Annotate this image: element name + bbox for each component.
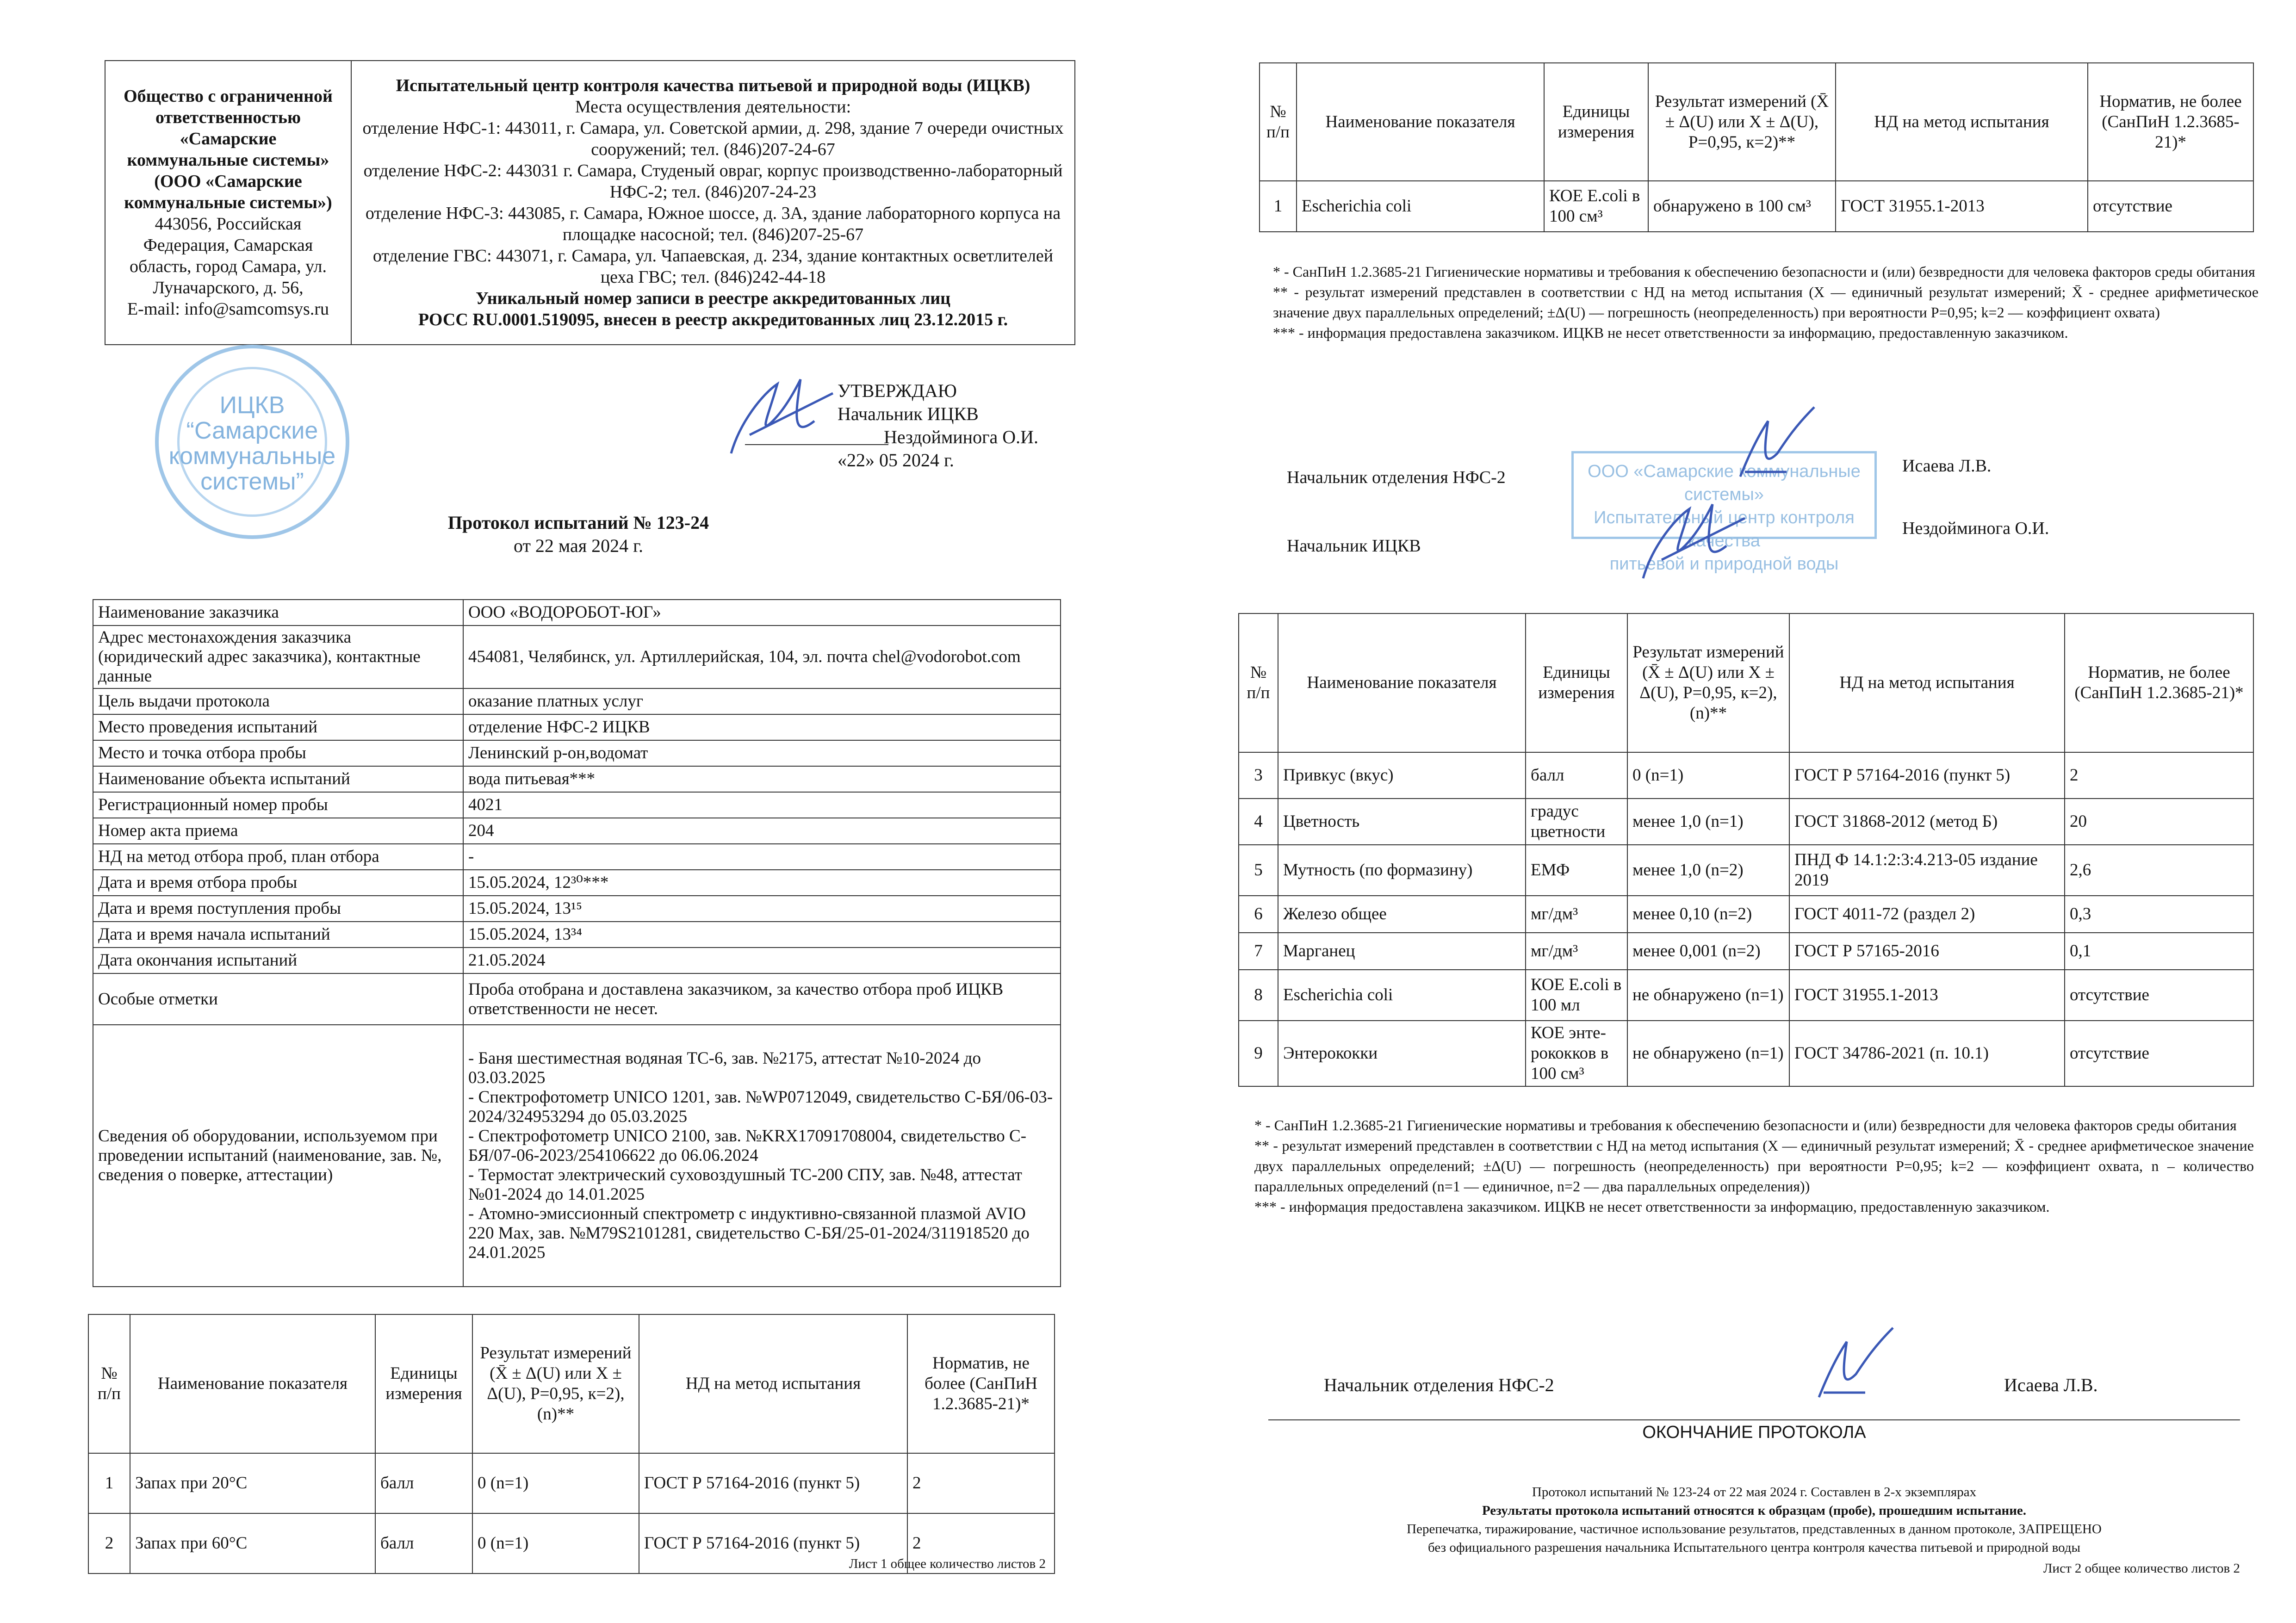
notes-block-b: * - СанПиН 1.2.3685-21 Гигиенические нормативы и требования к обеспечению безопасности и (или) безвредности для человека факторов среды обитания ** - результат измерений представлен в соответствии с НД на метод испытания (X — единичный результат измерений; X̄ - среднее арифметическое значение двух параллельных определений; ±Δ(U) — погрешность (неопределенность) при вероятности P=0,95; k=2 — коэффициент охвата, n – количество параллельных определений (n=1 — единичное, n=2 — два параллельных определения)) *** - информация предоставлена заказчиком. ИЦКВ не несет ответственности за информацию, предоставленную заказчиком.: [1254, 1117, 2254, 1215]
col-method: НД на метод испытания: [1789, 613, 2065, 752]
org-address: 443056, Российская Федерация, Самарская область, город Самара, ул. Луначарского, д. 56, E-mail: info@samcomsys.ru: [127, 214, 329, 319]
table-cell: отсутствие: [2088, 181, 2253, 232]
branch-3: отделение НФС-3: 443085, г. Самара, Южное шоссе, д. 3А, здание лабораторного корпуса на площадке насосной; тел. (846)207-25-67: [365, 204, 1061, 244]
signature-isaeva-2: [1810, 1323, 1902, 1402]
info-label: Место проведения испытаний: [93, 714, 463, 740]
table-cell: Escherichia coli: [1278, 970, 1526, 1021]
table-cell: КОЕ энте-рококков в 100 см³: [1526, 1021, 1627, 1086]
header-table: [105, 60, 1075, 345]
branch-1: отделение НФС-1: 443011, г. Самара, ул. Советской армии, д. 298, здание 7 очереди очистных сооружений; тел. (846)207-24-67: [362, 118, 1064, 159]
info-row: [93, 948, 1061, 973]
info-value: ООО «ВОДОРОБОТ-ЮГ»: [463, 600, 1061, 626]
sheet-number-2: Лист 2 общее количество листов 2: [2043, 1561, 2240, 1576]
signature-isaeva-1: [1731, 403, 1824, 481]
info-label: Дата и время отбора пробы: [93, 870, 463, 896]
sheet-number-1: Лист 1 общее количество листов 2: [849, 1556, 1046, 1571]
info-label: Регистрационный номер пробы: [93, 792, 463, 818]
sign1-name: Исаева Л.В.: [1902, 456, 1992, 476]
info-row: [93, 973, 1061, 1025]
approval-date: «22» 05 2024 г.: [838, 450, 954, 471]
info-value: 15.05.2024, 13³⁴: [463, 922, 1061, 948]
info-value: 15.05.2024, 13¹⁵: [463, 896, 1061, 922]
col-num: № п/п: [1260, 63, 1297, 181]
table-cell: 1: [88, 1453, 130, 1513]
table-cell: ГОСТ 31955.1-2013: [1836, 181, 2088, 232]
info-value: вода питьевая***: [463, 766, 1061, 792]
table-cell: балл: [375, 1453, 472, 1513]
table-cell: менее 0,001 (n=2): [1627, 933, 1789, 970]
table-cell: обнаружено в 100 см³: [1648, 181, 1836, 232]
info-label: НД на метод отбора проб, план отбора: [93, 844, 463, 870]
protocol-title: Протокол испытаний № 123-24: [447, 512, 709, 533]
table-cell: ГОСТ Р 57164-2016 (пункт 5): [639, 1513, 907, 1573]
table-cell: 8: [1239, 970, 1278, 1021]
table-cell: 2: [88, 1513, 130, 1573]
table-cell: 0,1: [2065, 933, 2253, 970]
equipment-list: - Баня шестиместная водяная ТС-6, зав. №2175, аттестат №10-2024 до 03.03.2025 - Спектрофотометр UNICO 1201, зав. №WP0712049, свидетельство С-БЯ/06-03-2024/324953294 до 05.03.2025 - Спектрофотометр UNICO 2100, зав. №KRX17091708004, свидетельство С-БЯ/07-06-2023/254106622 до 06.06.2024 - Термостат электрический суховоздушный ТС-200 СПУ, зав. №48, аттестат №01-2024 до 14.01.2025 - Атомно-эмиссионный спектрометр с индуктивно-связанной плазмой AVIO 220 Max, зав. №M79S2101281, свидетельство С-БЯ/25-01-2024/311918520 до 24.01.2025: [463, 1025, 1061, 1287]
table-cell: ГОСТ Р 57164-2016 (пункт 5): [639, 1453, 907, 1513]
info-value: 4021: [463, 792, 1061, 818]
col-norm: Норматив, не более (СанПиН 1.2.3685-21)*: [2065, 613, 2253, 752]
table-cell: Энтерококки: [1278, 1021, 1526, 1086]
col-num: № п/п: [1239, 613, 1278, 752]
col-name: Наименование показателя: [1297, 63, 1544, 181]
table-cell: балл: [375, 1513, 472, 1573]
table-cell: 6: [1239, 896, 1278, 933]
results-table-3: [1238, 613, 2254, 1087]
table-cell: 2: [907, 1453, 1055, 1513]
info-row: [93, 896, 1061, 922]
info-label: Номер акта приема: [93, 818, 463, 844]
notes-block-a: * - СанПиН 1.2.3685-21 Гигиенические нормативы и требования к обеспечению безопасности и (или) безвредности для человека факторов среды обитания ** - результат измерений представлен в соответствии с НД на метод испытания (X — единичный результат измерений; X̄ - среднее арифметическое значение двух параллельных определений; ±Δ(U) — погрешность (неопределенность) при вероятности P=0,95; k=2 — коэффициент охвата) *** - информация предоставлена заказчиком. ИЦКВ не несет ответственности за информацию, предоставленную заказчиком.: [1273, 263, 2259, 341]
table-cell: 2: [2065, 752, 2253, 799]
info-label: Дата и время поступления пробы: [93, 896, 463, 922]
table-cell: ГОСТ 34786-2021 (п. 10.1): [1789, 1021, 2065, 1086]
signature-nezdoyminoga: [1634, 490, 1754, 583]
col-method: НД на метод испытания: [1836, 63, 2088, 181]
info-label: Наименование объекта испытаний: [93, 766, 463, 792]
info-label: Место и точка отбора пробы: [93, 740, 463, 766]
table-cell: 9: [1239, 1021, 1278, 1086]
info-value: 204: [463, 818, 1061, 844]
results-table-1: [88, 1314, 1055, 1574]
table-row: [88, 1453, 1055, 1513]
page-2: [1148, 0, 2296, 1623]
col-name: Наименование показателя: [130, 1314, 375, 1453]
table-cell: 0,3: [2065, 896, 2253, 933]
col-result: Результат измерений (X̄ ± Δ(U) или X ± Δ(U), P=0,95, к=2), (n)**: [472, 1314, 639, 1453]
col-unit: Единицы измерения: [1544, 63, 1648, 181]
table-row: [1239, 799, 2253, 845]
equipment-label: Сведения об оборудовании, используемом при проведении испытаний (наименование, зав. №, сведения о поверке, аттестации): [93, 1025, 463, 1287]
info-value: Ленинский р-он,водомат: [463, 740, 1061, 766]
table-cell: 2: [907, 1513, 1055, 1573]
info-label: Цель выдачи протокола: [93, 688, 463, 714]
center-title: Испытательный центр контроля качества питьевой и природной воды (ИЦКВ): [396, 76, 1030, 95]
info-row: [93, 792, 1061, 818]
table-cell: КОЕ E.coli в 100 мл: [1526, 970, 1627, 1021]
footer: [1241, 1483, 2268, 1557]
table-cell: отсутствие: [2065, 970, 2253, 1021]
table-cell: балл: [1526, 752, 1627, 799]
sign2-name: Нездойминога О.И.: [1902, 519, 2049, 538]
signature-approval: [722, 365, 842, 463]
table-cell: мг/дм³: [1526, 933, 1627, 970]
col-result: Результат измерений (X̄ ± Δ(U) или X ± Δ(U), P=0,95, к=2)**: [1648, 63, 1836, 181]
approval-block: [838, 379, 1078, 472]
col-result: Результат измерений (X̄ ± Δ(U) или X ± Δ(U), P=0,95, к=2), (n)**: [1627, 613, 1789, 752]
table-cell: 3: [1239, 752, 1278, 799]
col-norm: Норматив, не более (СанПиН 1.2.3685-21)*: [2088, 63, 2253, 181]
info-value: 21.05.2024: [463, 948, 1061, 973]
table-cell: Цветность: [1278, 799, 1526, 845]
table-cell: Марганец: [1278, 933, 1526, 970]
info-row: [93, 870, 1061, 896]
table-row: [1239, 896, 2253, 933]
table-cell: 0 (n=1): [472, 1453, 639, 1513]
org-cell: [105, 61, 351, 345]
info-row: [93, 922, 1061, 948]
info-row: [93, 714, 1061, 740]
sign1-position: Начальник отделения НФС-2: [1287, 468, 1506, 487]
info-row: [93, 818, 1061, 844]
info-label: Дата и время начала испытаний: [93, 922, 463, 948]
branch-2: отделение НФС-2: 443031 г. Самара, Студеный овраг, корпус производственно-лабораторный НФС-2; тел. (846)207-24-23: [363, 161, 1063, 202]
table-cell: ЕМФ: [1526, 845, 1627, 896]
table-row: [1239, 1021, 2253, 1086]
col-method: НД на метод испытания: [639, 1314, 907, 1453]
table-cell: 0 (n=1): [472, 1513, 639, 1573]
table-row: [1239, 970, 2253, 1021]
table-cell: Железо общее: [1278, 896, 1526, 933]
table-cell: ПНД Ф 14.1:2:3:4.213-05 издание 2019: [1789, 845, 2065, 896]
table-cell: Привкус (вкус): [1278, 752, 1526, 799]
table-cell: ГОСТ Р 57165-2016: [1789, 933, 2065, 970]
info-value: 15.05.2024, 12³⁰***: [463, 870, 1061, 896]
info-label: Дата окончания испытаний: [93, 948, 463, 973]
approval-name: Нездойминога О.И.: [884, 427, 1039, 447]
table-cell: 7: [1239, 933, 1278, 970]
info-value: отделение НФС-2 ИЦКВ: [463, 714, 1061, 740]
table-cell: 2,6: [2065, 845, 2253, 896]
col-norm: Норматив, не более (СанПиН 1.2.3685-21)*: [907, 1314, 1055, 1453]
sign3-name: Исаева Л.В.: [2004, 1375, 2098, 1395]
table-cell: Мутность (по формазину): [1278, 845, 1526, 896]
info-row: [93, 688, 1061, 714]
table-cell: Escherichia coli: [1297, 181, 1544, 232]
col-name: Наименование показателя: [1278, 613, 1526, 752]
table-cell: менее 1,0 (n=2): [1627, 845, 1789, 896]
table-cell: 4: [1239, 799, 1278, 845]
equipment-row: [93, 1025, 1061, 1287]
footer-line-3: Перепечатка, тиражирование, частичное использование результатов, представленных в данном протоколе, ЗАПРЕЩЕНО: [1407, 1522, 2102, 1536]
center-cell: [351, 61, 1075, 345]
protocol-date: от 22 мая 2024 г.: [513, 535, 644, 556]
places-title: Места осуществления деятельности:: [575, 97, 851, 117]
table-cell: не обнаружено (n=1): [1627, 970, 1789, 1021]
approval-title: УТВЕРЖДАЮ: [838, 380, 957, 401]
info-row: [93, 600, 1061, 626]
org-name: Общество с ограниченной ответственностью «Самарские коммунальные системы» (ООО «Самарские коммунальные системы»): [124, 87, 333, 212]
info-value: 454081, Челябинск, ул. Артиллерийская, 104, эл. почта chel@vodorobot.com: [463, 626, 1061, 688]
table-cell: КОЕ E.coli в 100 см³: [1544, 181, 1648, 232]
table-row: [1260, 181, 2253, 232]
table-cell: не обнаружено (n=1): [1627, 1021, 1789, 1086]
footer-line-4: без официального разрешения начальника Испытательного центра контроля качества питьевой и природной воды: [1428, 1540, 2080, 1555]
rect-stamp: ООО «Самарские коммунальные системы» Испытательный центр контроля качества питьевой и природной воды: [1571, 451, 1877, 539]
table-cell: Запах при 60°C: [130, 1513, 375, 1573]
end-title: ОКОНЧАНИЕ ПРОТОКОЛА: [1642, 1423, 1866, 1442]
registry-line-2: РОСС RU.0001.519095, внесен в реестр аккредитованных лиц 23.12.2015 г.: [418, 310, 1008, 329]
info-row: [93, 740, 1061, 766]
table-cell: менее 0,10 (n=2): [1627, 896, 1789, 933]
table-cell: 5: [1239, 845, 1278, 896]
table-cell: ГОСТ Р 57164-2016 (пункт 5): [1789, 752, 2065, 799]
sign3-position: Начальник отделения НФС-2: [1324, 1375, 1554, 1395]
info-value: оказание платных услуг: [463, 688, 1061, 714]
table-cell: мг/дм³: [1526, 896, 1627, 933]
table-row: [1239, 845, 2253, 896]
info-label: Адрес местонахождения заказчика (юридический адрес заказчика), контактные данные: [93, 626, 463, 688]
col-unit: Единицы измерения: [375, 1314, 472, 1453]
branch-4: отделение ГВС: 443071, г. Самара, ул. Чапаевская, д. 234, здание контактных осветлителей цеха ГВС; тел. (846)242-44-18: [372, 246, 1054, 287]
table-cell: 0 (n=1): [1627, 752, 1789, 799]
info-row: [93, 626, 1061, 688]
info-value: -: [463, 844, 1061, 870]
approval-position: Начальник ИЦКВ: [838, 403, 979, 424]
info-label: Особые отметки: [93, 973, 463, 1025]
table-cell: отсутствие: [2065, 1021, 2253, 1086]
round-stamp: ИЦКВ “Самарские коммунальные системы”: [155, 345, 349, 539]
sample-info-table: [93, 599, 1061, 1287]
table-row: [1239, 933, 2253, 970]
col-unit: Единицы измерения: [1526, 613, 1627, 752]
info-label: Наименование заказчика: [93, 600, 463, 626]
col-num: № п/п: [88, 1314, 130, 1453]
footer-line-2: Результаты протокола испытаний относятся к образцам (пробе), прошедшим испытание.: [1482, 1503, 2027, 1518]
table-cell: ГОСТ 31955.1-2013: [1789, 970, 2065, 1021]
table-cell: ГОСТ 31868-2012 (метод Б): [1789, 799, 2065, 845]
results-table-2: [1259, 62, 2254, 232]
table-cell: Запах при 20°C: [130, 1453, 375, 1513]
table-cell: 20: [2065, 799, 2253, 845]
sign2-position: Начальник ИЦКВ: [1287, 536, 1421, 556]
footer-line-1: Протокол испытаний № 123-24 от 22 мая 2024 г. Составлен в 2-х экземплярах: [1532, 1485, 1977, 1499]
table-cell: 1: [1260, 181, 1297, 232]
table-cell: ГОСТ 4011-72 (раздел 2): [1789, 896, 2065, 933]
table-cell: менее 1,0 (n=1): [1627, 799, 1789, 845]
info-row: [93, 766, 1061, 792]
info-row: [93, 844, 1061, 870]
registry-line-1: Уникальный номер записи в реестре аккредитованных лиц: [475, 289, 951, 308]
table-row: [1239, 752, 2253, 799]
info-value: Проба отобрана и доставлена заказчиком, за качество отбора проб ИЦКВ ответственности не несет.: [463, 973, 1061, 1025]
protocol-heading: [324, 511, 833, 558]
table-cell: градус цветности: [1526, 799, 1627, 845]
